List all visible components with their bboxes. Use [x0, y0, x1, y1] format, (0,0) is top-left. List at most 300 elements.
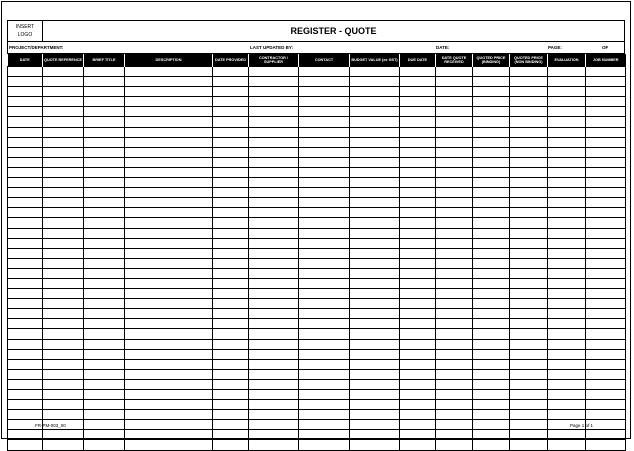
table-cell[interactable]	[586, 278, 626, 288]
table-cell[interactable]	[299, 410, 350, 420]
table-cell[interactable]	[586, 208, 626, 218]
table-cell[interactable]	[350, 319, 400, 329]
table-cell[interactable]	[586, 379, 626, 389]
table-cell[interactable]	[8, 339, 43, 349]
table-cell[interactable]	[213, 329, 249, 339]
table-cell[interactable]	[249, 329, 299, 339]
table-cell[interactable]	[586, 117, 626, 127]
table-cell[interactable]	[400, 208, 436, 218]
table-cell[interactable]	[43, 379, 84, 389]
table-cell[interactable]	[84, 410, 125, 420]
table-cell[interactable]	[586, 440, 626, 450]
table-cell[interactable]	[213, 228, 249, 238]
table-cell[interactable]	[400, 107, 436, 117]
table-cell[interactable]	[43, 218, 84, 228]
table-cell[interactable]	[249, 440, 299, 450]
table-cell[interactable]	[436, 349, 473, 359]
table-cell[interactable]	[8, 268, 43, 278]
table-cell[interactable]	[299, 178, 350, 188]
table-cell[interactable]	[299, 127, 350, 137]
table-cell[interactable]	[510, 238, 548, 248]
table-cell[interactable]	[43, 117, 84, 127]
table-cell[interactable]	[586, 87, 626, 97]
table-cell[interactable]	[213, 268, 249, 278]
table-cell[interactable]	[43, 87, 84, 97]
table-cell[interactable]	[43, 400, 84, 410]
table-cell[interactable]	[548, 228, 586, 238]
table-cell[interactable]	[436, 359, 473, 369]
table-cell[interactable]	[213, 440, 249, 450]
table-cell[interactable]	[586, 67, 626, 77]
table-cell[interactable]	[400, 228, 436, 238]
table-cell[interactable]	[586, 400, 626, 410]
table-cell[interactable]	[350, 410, 400, 420]
table-cell[interactable]	[350, 157, 400, 167]
table-cell[interactable]	[548, 218, 586, 228]
table-cell[interactable]	[473, 107, 510, 117]
table-cell[interactable]	[473, 268, 510, 278]
table-cell[interactable]	[249, 178, 299, 188]
table-cell[interactable]	[213, 127, 249, 137]
table-cell[interactable]	[213, 167, 249, 177]
table-cell[interactable]	[586, 430, 626, 440]
table-cell[interactable]	[249, 218, 299, 228]
table-cell[interactable]	[43, 137, 84, 147]
table-cell[interactable]	[400, 430, 436, 440]
table-cell[interactable]	[350, 208, 400, 218]
table-cell[interactable]	[436, 410, 473, 420]
table-cell[interactable]	[473, 299, 510, 309]
table-cell[interactable]	[8, 218, 43, 228]
table-cell[interactable]	[125, 339, 213, 349]
table-cell[interactable]	[213, 178, 249, 188]
table-cell[interactable]	[43, 188, 84, 198]
table-cell[interactable]	[586, 218, 626, 228]
table-cell[interactable]	[436, 420, 473, 430]
table-cell[interactable]	[125, 319, 213, 329]
table-cell[interactable]	[8, 157, 43, 167]
table-cell[interactable]	[548, 238, 586, 248]
table-cell[interactable]	[125, 248, 213, 258]
table-cell[interactable]	[213, 359, 249, 369]
table-cell[interactable]	[400, 400, 436, 410]
table-cell[interactable]	[84, 218, 125, 228]
table-cell[interactable]	[213, 369, 249, 379]
table-cell[interactable]	[350, 147, 400, 157]
table-cell[interactable]	[473, 339, 510, 349]
table-cell[interactable]	[400, 157, 436, 167]
table-cell[interactable]	[249, 390, 299, 400]
table-cell[interactable]	[400, 67, 436, 77]
table-cell[interactable]	[400, 87, 436, 97]
table-cell[interactable]	[43, 289, 84, 299]
table-cell[interactable]	[473, 238, 510, 248]
table-cell[interactable]	[473, 309, 510, 319]
table-cell[interactable]	[436, 299, 473, 309]
table-cell[interactable]	[548, 67, 586, 77]
table-cell[interactable]	[213, 67, 249, 77]
table-cell[interactable]	[548, 410, 586, 420]
table-cell[interactable]	[350, 359, 400, 369]
table-cell[interactable]	[299, 278, 350, 288]
table-cell[interactable]	[400, 278, 436, 288]
table-cell[interactable]	[299, 117, 350, 127]
table-cell[interactable]	[8, 390, 43, 400]
table-cell[interactable]	[299, 390, 350, 400]
table-cell[interactable]	[436, 107, 473, 117]
table-cell[interactable]	[299, 147, 350, 157]
table-cell[interactable]	[299, 238, 350, 248]
table-cell[interactable]	[436, 329, 473, 339]
table-cell[interactable]	[43, 369, 84, 379]
table-cell[interactable]	[213, 349, 249, 359]
table-cell[interactable]	[249, 248, 299, 258]
table-cell[interactable]	[8, 440, 43, 450]
table-cell[interactable]	[400, 117, 436, 127]
table-cell[interactable]	[8, 87, 43, 97]
table-cell[interactable]	[43, 339, 84, 349]
table-cell[interactable]	[8, 67, 43, 77]
table-cell[interactable]	[548, 107, 586, 117]
table-cell[interactable]	[125, 87, 213, 97]
table-cell[interactable]	[400, 420, 436, 430]
table-cell[interactable]	[84, 208, 125, 218]
table-cell[interactable]	[299, 157, 350, 167]
table-cell[interactable]	[8, 278, 43, 288]
table-cell[interactable]	[548, 157, 586, 167]
table-cell[interactable]	[548, 167, 586, 177]
table-cell[interactable]	[43, 248, 84, 258]
table-cell[interactable]	[350, 400, 400, 410]
table-cell[interactable]	[400, 410, 436, 420]
table-cell[interactable]	[84, 349, 125, 359]
table-cell[interactable]	[400, 369, 436, 379]
table-cell[interactable]	[213, 238, 249, 248]
table-cell[interactable]	[299, 228, 350, 238]
table-cell[interactable]	[400, 198, 436, 208]
table-cell[interactable]	[43, 228, 84, 238]
table-cell[interactable]	[213, 87, 249, 97]
table-cell[interactable]	[213, 97, 249, 107]
table-cell[interactable]	[249, 400, 299, 410]
table-cell[interactable]	[8, 127, 43, 137]
table-cell[interactable]	[400, 258, 436, 268]
table-cell[interactable]	[350, 278, 400, 288]
table-cell[interactable]	[84, 390, 125, 400]
table-cell[interactable]	[249, 208, 299, 218]
table-cell[interactable]	[299, 137, 350, 147]
table-cell[interactable]	[473, 430, 510, 440]
table-cell[interactable]	[510, 410, 548, 420]
table-cell[interactable]	[473, 289, 510, 299]
table-cell[interactable]	[350, 289, 400, 299]
table-cell[interactable]	[43, 390, 84, 400]
table-cell[interactable]	[213, 390, 249, 400]
table-cell[interactable]	[586, 359, 626, 369]
table-cell[interactable]	[436, 268, 473, 278]
table-cell[interactable]	[510, 278, 548, 288]
table-cell[interactable]	[548, 430, 586, 440]
table-cell[interactable]	[510, 127, 548, 137]
table-cell[interactable]	[510, 77, 548, 87]
table-cell[interactable]	[400, 248, 436, 258]
table-cell[interactable]	[510, 349, 548, 359]
table-cell[interactable]	[473, 147, 510, 157]
table-cell[interactable]	[125, 379, 213, 389]
table-cell[interactable]	[299, 430, 350, 440]
table-cell[interactable]	[436, 147, 473, 157]
table-cell[interactable]	[400, 268, 436, 278]
table-cell[interactable]	[299, 67, 350, 77]
table-cell[interactable]	[84, 278, 125, 288]
table-cell[interactable]	[125, 309, 213, 319]
table-cell[interactable]	[84, 289, 125, 299]
table-cell[interactable]	[586, 258, 626, 268]
table-cell[interactable]	[400, 319, 436, 329]
table-cell[interactable]	[299, 188, 350, 198]
table-cell[interactable]	[510, 339, 548, 349]
table-cell[interactable]	[400, 359, 436, 369]
table-cell[interactable]	[299, 97, 350, 107]
table-cell[interactable]	[436, 238, 473, 248]
table-cell[interactable]	[213, 117, 249, 127]
table-cell[interactable]	[586, 339, 626, 349]
table-cell[interactable]	[249, 188, 299, 198]
table-cell[interactable]	[125, 278, 213, 288]
table-cell[interactable]	[125, 238, 213, 248]
table-cell[interactable]	[43, 359, 84, 369]
table-cell[interactable]	[125, 218, 213, 228]
table-cell[interactable]	[125, 329, 213, 339]
table-cell[interactable]	[8, 238, 43, 248]
table-cell[interactable]	[249, 97, 299, 107]
table-cell[interactable]	[510, 67, 548, 77]
table-cell[interactable]	[548, 97, 586, 107]
table-cell[interactable]	[249, 268, 299, 278]
table-cell[interactable]	[548, 309, 586, 319]
table-cell[interactable]	[299, 198, 350, 208]
table-cell[interactable]	[510, 400, 548, 410]
table-cell[interactable]	[586, 228, 626, 238]
table-cell[interactable]	[299, 319, 350, 329]
table-cell[interactable]	[436, 430, 473, 440]
table-cell[interactable]	[548, 147, 586, 157]
table-cell[interactable]	[8, 178, 43, 188]
table-cell[interactable]	[350, 379, 400, 389]
table-cell[interactable]	[510, 379, 548, 389]
table-cell[interactable]	[548, 87, 586, 97]
table-cell[interactable]	[125, 208, 213, 218]
table-cell[interactable]	[350, 349, 400, 359]
table-cell[interactable]	[84, 329, 125, 339]
table-cell[interactable]	[436, 309, 473, 319]
table-cell[interactable]	[8, 349, 43, 359]
table-cell[interactable]	[213, 400, 249, 410]
table-cell[interactable]	[249, 77, 299, 87]
table-cell[interactable]	[586, 390, 626, 400]
table-cell[interactable]	[213, 198, 249, 208]
table-cell[interactable]	[510, 430, 548, 440]
table-cell[interactable]	[510, 97, 548, 107]
table-cell[interactable]	[125, 400, 213, 410]
table-cell[interactable]	[84, 268, 125, 278]
table-cell[interactable]	[586, 147, 626, 157]
table-cell[interactable]	[400, 390, 436, 400]
table-cell[interactable]	[350, 178, 400, 188]
table-cell[interactable]	[299, 208, 350, 218]
table-cell[interactable]	[249, 198, 299, 208]
table-cell[interactable]	[436, 248, 473, 258]
table-cell[interactable]	[43, 97, 84, 107]
table-cell[interactable]	[249, 167, 299, 177]
table-cell[interactable]	[436, 319, 473, 329]
table-cell[interactable]	[436, 218, 473, 228]
table-cell[interactable]	[84, 319, 125, 329]
table-cell[interactable]	[548, 248, 586, 258]
table-cell[interactable]	[43, 440, 84, 450]
table-cell[interactable]	[400, 147, 436, 157]
table-cell[interactable]	[213, 278, 249, 288]
table-cell[interactable]	[249, 430, 299, 440]
table-cell[interactable]	[299, 289, 350, 299]
table-cell[interactable]	[213, 430, 249, 440]
table-cell[interactable]	[84, 228, 125, 238]
table-cell[interactable]	[350, 97, 400, 107]
table-cell[interactable]	[400, 379, 436, 389]
table-cell[interactable]	[43, 127, 84, 137]
table-cell[interactable]	[125, 67, 213, 77]
table-cell[interactable]	[548, 208, 586, 218]
table-cell[interactable]	[84, 359, 125, 369]
table-cell[interactable]	[510, 420, 548, 430]
table-cell[interactable]	[8, 97, 43, 107]
table-cell[interactable]	[299, 258, 350, 268]
table-cell[interactable]	[8, 167, 43, 177]
table-cell[interactable]	[586, 299, 626, 309]
table-cell[interactable]	[125, 127, 213, 137]
table-cell[interactable]	[473, 400, 510, 410]
table-cell[interactable]	[400, 218, 436, 228]
table-cell[interactable]	[299, 167, 350, 177]
table-cell[interactable]	[249, 228, 299, 238]
table-cell[interactable]	[436, 117, 473, 127]
table-cell[interactable]	[84, 87, 125, 97]
table-cell[interactable]	[473, 178, 510, 188]
table-cell[interactable]	[586, 369, 626, 379]
table-cell[interactable]	[249, 67, 299, 77]
table-cell[interactable]	[400, 97, 436, 107]
table-cell[interactable]	[586, 198, 626, 208]
table-cell[interactable]	[510, 390, 548, 400]
table-cell[interactable]	[473, 410, 510, 420]
table-cell[interactable]	[213, 410, 249, 420]
table-cell[interactable]	[548, 77, 586, 87]
table-cell[interactable]	[8, 188, 43, 198]
table-cell[interactable]	[548, 440, 586, 450]
table-cell[interactable]	[436, 289, 473, 299]
table-cell[interactable]	[400, 299, 436, 309]
table-cell[interactable]	[125, 440, 213, 450]
table-cell[interactable]	[125, 420, 213, 430]
table-cell[interactable]	[510, 167, 548, 177]
table-cell[interactable]	[84, 369, 125, 379]
table-cell[interactable]	[473, 228, 510, 238]
table-cell[interactable]	[249, 359, 299, 369]
table-cell[interactable]	[473, 258, 510, 268]
table-cell[interactable]	[510, 147, 548, 157]
table-cell[interactable]	[350, 198, 400, 208]
table-cell[interactable]	[548, 278, 586, 288]
table-cell[interactable]	[436, 208, 473, 218]
table-cell[interactable]	[350, 127, 400, 137]
table-cell[interactable]	[473, 349, 510, 359]
table-cell[interactable]	[249, 319, 299, 329]
table-cell[interactable]	[249, 289, 299, 299]
table-cell[interactable]	[213, 420, 249, 430]
table-cell[interactable]	[249, 369, 299, 379]
table-cell[interactable]	[548, 349, 586, 359]
table-cell[interactable]	[249, 107, 299, 117]
table-cell[interactable]	[43, 147, 84, 157]
table-cell[interactable]	[510, 198, 548, 208]
table-cell[interactable]	[299, 248, 350, 258]
table-cell[interactable]	[125, 359, 213, 369]
table-cell[interactable]	[213, 77, 249, 87]
table-cell[interactable]	[213, 319, 249, 329]
table-cell[interactable]	[213, 188, 249, 198]
table-cell[interactable]	[548, 178, 586, 188]
table-cell[interactable]	[43, 258, 84, 268]
table-cell[interactable]	[84, 147, 125, 157]
table-cell[interactable]	[473, 157, 510, 167]
table-cell[interactable]	[436, 67, 473, 77]
table-cell[interactable]	[249, 309, 299, 319]
table-cell[interactable]	[43, 77, 84, 87]
table-cell[interactable]	[43, 178, 84, 188]
table-cell[interactable]	[586, 238, 626, 248]
table-cell[interactable]	[43, 208, 84, 218]
table-cell[interactable]	[125, 430, 213, 440]
table-cell[interactable]	[400, 178, 436, 188]
table-cell[interactable]	[400, 289, 436, 299]
table-cell[interactable]	[400, 349, 436, 359]
table-cell[interactable]	[548, 127, 586, 137]
table-cell[interactable]	[249, 299, 299, 309]
table-cell[interactable]	[436, 137, 473, 147]
table-cell[interactable]	[213, 289, 249, 299]
table-cell[interactable]	[350, 228, 400, 238]
table-cell[interactable]	[350, 137, 400, 147]
table-cell[interactable]	[84, 77, 125, 87]
table-cell[interactable]	[473, 87, 510, 97]
table-cell[interactable]	[548, 379, 586, 389]
table-cell[interactable]	[84, 339, 125, 349]
table-cell[interactable]	[510, 208, 548, 218]
table-cell[interactable]	[213, 107, 249, 117]
table-cell[interactable]	[213, 379, 249, 389]
table-cell[interactable]	[510, 248, 548, 258]
table-cell[interactable]	[548, 390, 586, 400]
table-cell[interactable]	[400, 339, 436, 349]
table-cell[interactable]	[350, 167, 400, 177]
table-cell[interactable]	[43, 238, 84, 248]
table-cell[interactable]	[436, 400, 473, 410]
table-cell[interactable]	[350, 238, 400, 248]
table-cell[interactable]	[213, 147, 249, 157]
table-cell[interactable]	[299, 440, 350, 450]
table-cell[interactable]	[548, 188, 586, 198]
table-cell[interactable]	[125, 178, 213, 188]
